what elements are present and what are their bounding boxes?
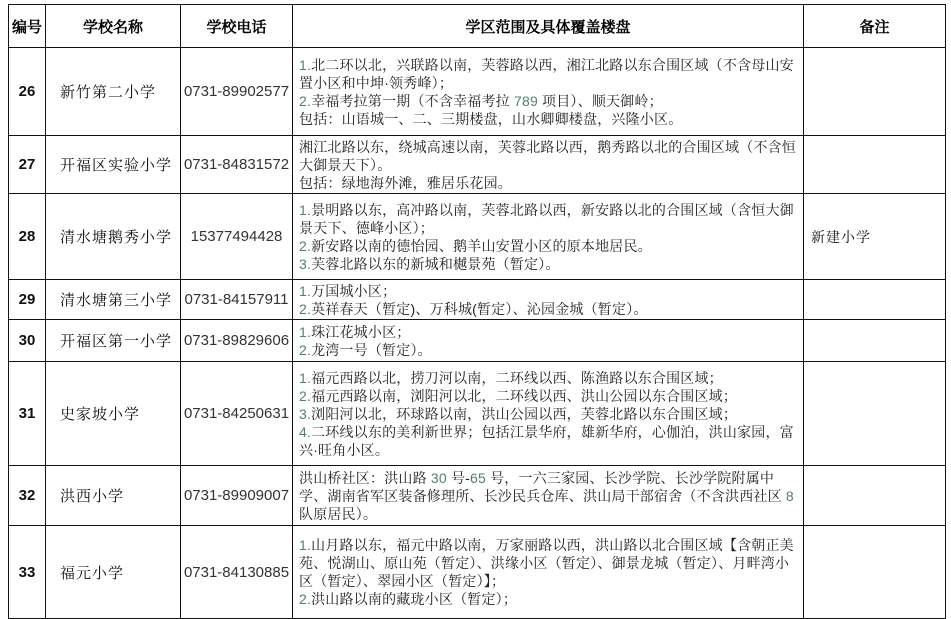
digit-accent: 1.	[299, 282, 312, 299]
header-row	[9, 5, 946, 48]
table-row	[9, 466, 946, 526]
digit-accent: 1.	[299, 56, 312, 73]
school-phone-cell: 0731-89902577	[181, 48, 293, 136]
school-name-cell: 新竹第二小学	[46, 48, 181, 136]
header-school-name: 学校名称	[46, 5, 181, 48]
district-range-cell	[293, 280, 804, 320]
district-line: 包括：绿地海外滩，雅居乐花园。	[299, 174, 512, 191]
digit-accent: 1.	[299, 369, 312, 386]
district-line: 湘江北路以东，绕城高速以南，芙蓉北路以西，鹅秀路以北的合围区域（不含恒大御景天下）。	[299, 138, 796, 173]
district-range-cell	[293, 362, 804, 466]
district-line: 2.幸福考拉第一期（不含幸福考拉 789 项目）、顺天御岭；	[299, 92, 663, 109]
digit-accent: 3.	[299, 405, 312, 422]
school-phone-cell: 0731-84831572	[181, 136, 293, 194]
note-cell	[804, 48, 946, 136]
district-range-cell	[293, 194, 804, 280]
school-phone-cell: 0731-89909007	[181, 466, 293, 526]
district-line: 3.芙蓉北路以东的新城和樾景苑（暂定）。	[299, 255, 560, 272]
digit-accent: 2.	[299, 387, 312, 404]
district-line: 包括：山语城一、二、三期楼盘，山水卿卿楼盘，兴隆小区。	[299, 110, 683, 127]
school-name-cell: 洪西小学	[46, 466, 181, 526]
note-cell	[804, 280, 946, 320]
district-line: 2.新安路以南的德怡园、鹅羊山安置小区的原本地居民。	[299, 237, 652, 254]
table-header	[9, 5, 946, 48]
district-line: 洪山桥社区：洪山路 30 号-65 号，一六三家园、长沙学院、长沙学院附属中学、湖南省军区装备修理所、长沙民兵仓库、洪山局干部宿舍（不含洪西社区 8 队原居民）。	[299, 469, 794, 522]
school-name-cell: 清水塘第三小学	[46, 280, 181, 320]
district-range-cell	[293, 526, 804, 619]
district-line: 2.洪山路以南的藏珑小区（暂定）；	[299, 591, 518, 607]
header-district-range: 学区范围及具体覆盖楼盘	[293, 5, 804, 48]
district-line: 1.景明路以东，高冲路以南，芙蓉北路以西，新安路以北的合围区域（含恒大御景天下、德峰小区）；	[299, 201, 794, 236]
digit-accent: 2.	[299, 591, 312, 607]
note-cell	[804, 362, 946, 466]
district-line: 4.二环线以东的美利新世界；包括江景华府，雄新华府，心伽泊，洪山家园，富兴·旺角小区。	[299, 423, 794, 458]
row-number-cell: 27	[9, 136, 46, 194]
district-line: 1.珠江花城小区；	[299, 323, 411, 340]
school-phone-cell: 0731-84130885	[181, 526, 293, 619]
row-number-cell: 32	[9, 466, 46, 526]
district-range-cell	[293, 136, 804, 194]
table-row	[9, 48, 946, 136]
header-school-phone: 学校电话	[181, 5, 293, 48]
table-row	[9, 136, 946, 194]
school-district-table	[8, 4, 946, 619]
header-note: 备注	[804, 5, 946, 48]
table-row	[9, 320, 946, 362]
district-range-cell	[293, 48, 804, 136]
digit-accent: 1.	[299, 323, 312, 340]
note-cell	[804, 320, 946, 362]
district-line: 1.山月路以东，福元中路以南，万家丽路以西，洪山路以北合围区域【含朝正美苑、悦湖山、原山苑（暂定）、洪缘小区（暂定）、御景龙城（暂定）、月畔湾小区（暂定）、翠园小区（暂定）】；	[299, 537, 794, 589]
row-number-cell: 30	[9, 320, 46, 362]
district-line: 1.万国城小区；	[299, 282, 397, 299]
digit-accent: 4.	[299, 423, 312, 440]
school-phone-cell: 0731-89829606	[181, 320, 293, 362]
district-line: 2.龙湾一号（暂定）。	[299, 341, 432, 358]
digit-accent: 789	[513, 92, 538, 109]
note-cell	[804, 466, 946, 526]
district-line: 2.福元西路以南，浏阳河以北，二环线以西、洪山公园以东合围区域；	[299, 387, 738, 404]
digit-accent: 2.	[299, 92, 312, 109]
digit-accent: 30	[430, 469, 447, 486]
digit-accent: 65	[470, 469, 487, 486]
district-line: 1.北二环以北，兴联路以南，芙蓉路以西，湘江北路以东合围区域（不含母山安置小区和中坤·领秀峰）；	[299, 56, 794, 91]
district-line: 3.浏阳河以北，环球路以南，洪山公园以西，芙蓉北路以东合围区域；	[299, 405, 738, 422]
header-id: 编号	[9, 5, 46, 48]
row-number-cell: 33	[9, 526, 46, 619]
school-name-cell: 开福区第一小学	[46, 320, 181, 362]
school-name-cell: 清水塘鹅秀小学	[46, 194, 181, 280]
row-number-cell: 29	[9, 280, 46, 320]
school-name-cell: 开福区实验小学	[46, 136, 181, 194]
district-line: 1.福元西路以北，捞刀河以南，二环线以西、陈渔路以东合围区域；	[299, 369, 723, 386]
table-row	[9, 194, 946, 280]
digit-accent: 3.	[299, 255, 312, 272]
table-row	[9, 526, 946, 619]
district-line: 2.英祥春天（暂定)、万科城(暂定）、沁园金城（暂定）。	[299, 300, 648, 317]
row-number-cell: 26	[9, 48, 46, 136]
table-row	[9, 362, 946, 466]
digit-accent: 1.	[299, 537, 312, 553]
district-range-cell	[293, 320, 804, 362]
digit-accent: 2.	[299, 237, 312, 254]
table-body	[9, 48, 946, 619]
school-name-cell: 史家坡小学	[46, 362, 181, 466]
school-phone-cell: 0731-84250631	[181, 362, 293, 466]
note-cell	[804, 136, 946, 194]
row-number-cell: 31	[9, 362, 46, 466]
row-number-cell: 28	[9, 194, 46, 280]
note-cell	[804, 526, 946, 619]
school-phone-cell: 0731-84157911	[181, 280, 293, 320]
table-row	[9, 280, 946, 320]
digit-accent: 2.	[299, 300, 312, 317]
school-phone-cell: 15377494428	[181, 194, 293, 280]
district-range-cell	[293, 466, 804, 526]
digit-accent: 1.	[299, 201, 312, 218]
digit-accent: 2.	[299, 341, 312, 358]
note-cell: 新建小学	[804, 194, 946, 280]
digit-accent: 8	[785, 487, 794, 504]
school-name-cell: 福元小学	[46, 526, 181, 619]
